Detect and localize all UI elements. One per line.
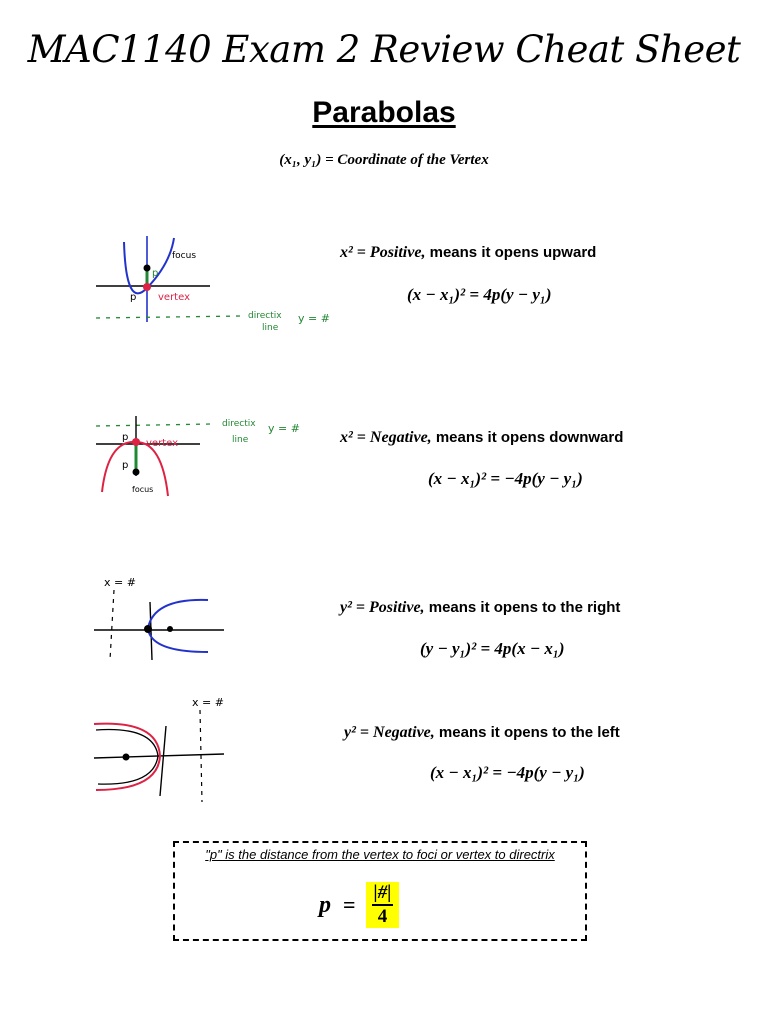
equation-opens-right: (y − y₁)² = 4p(x − x₁) xyxy=(420,639,565,658)
directrix-line xyxy=(200,710,202,802)
sketch-opens-left xyxy=(88,690,238,804)
vertex-point xyxy=(132,438,140,446)
directrix-line xyxy=(110,590,114,660)
label-directix: directix xyxy=(248,311,282,321)
vertex-point xyxy=(144,625,152,633)
label-p-upper: p xyxy=(122,432,129,443)
directrix-line xyxy=(96,424,212,426)
sketch-opens-right xyxy=(90,572,230,664)
focus-point xyxy=(123,754,130,761)
vertex-point xyxy=(143,283,151,291)
equation-opens-left: (x − x₁)² = −4p(y − y₁) xyxy=(430,763,585,782)
rule-opens-upward: x² = Positive, means it opens upward xyxy=(340,244,597,261)
y-axis xyxy=(160,726,166,796)
label-directrix-value: y = # xyxy=(268,422,300,435)
label-directix: directix xyxy=(222,419,256,429)
label-p-lower: p xyxy=(130,292,137,303)
vertex-definition: (x₁, y₁) = Coordinate of the Vertex xyxy=(279,152,489,168)
section-heading: Parabolas xyxy=(312,96,456,129)
rule-opens-downward: x² = Negative, means it opens downward xyxy=(340,429,624,446)
p-fraction xyxy=(366,882,400,928)
equals-sign: = xyxy=(343,892,356,917)
label-line: line xyxy=(262,323,279,333)
label-p-lower: p xyxy=(122,460,129,471)
fraction-denominator: 4 xyxy=(377,906,388,927)
label-directrix-value: x = # xyxy=(104,576,136,589)
label-vertex: vertex xyxy=(146,438,178,449)
rule-opens-left: y² = Negative, means it opens to the left xyxy=(344,724,620,741)
parabola-curve xyxy=(148,600,208,652)
label-line: line xyxy=(232,435,249,445)
fraction-numerator: |#| xyxy=(372,882,394,906)
label-directrix-value: y = # xyxy=(298,312,330,325)
label-focus: focus xyxy=(172,251,197,261)
label-focus: focus xyxy=(132,485,154,494)
label-directrix-value: x = # xyxy=(192,696,224,709)
sketch-opens-upward xyxy=(92,232,342,342)
label-vertex: vertex xyxy=(158,292,190,303)
focus-point xyxy=(167,626,173,632)
rule-opens-right: y² = Positive, means it opens to the right xyxy=(340,599,621,616)
focus-point xyxy=(144,265,151,272)
page-title: MAC1140 Exam 2 Review Cheat Sheet xyxy=(27,28,741,71)
focus-point xyxy=(133,469,140,476)
equation-opens-upward: (x − x₁)² = 4p(y − y₁) xyxy=(407,285,552,304)
p-symbol: p xyxy=(319,891,331,918)
equation-opens-downward: (x − x₁)² = −4p(y − y₁) xyxy=(428,469,583,488)
p-definition-note: "p" is the distance from the vertex to foci or vertex to directrix xyxy=(205,847,555,862)
label-p-upper: p xyxy=(152,268,159,279)
p-definition-box xyxy=(173,841,587,941)
p-formula xyxy=(319,881,399,929)
sketch-opens-downward xyxy=(92,412,322,504)
directrix-line xyxy=(96,316,242,318)
